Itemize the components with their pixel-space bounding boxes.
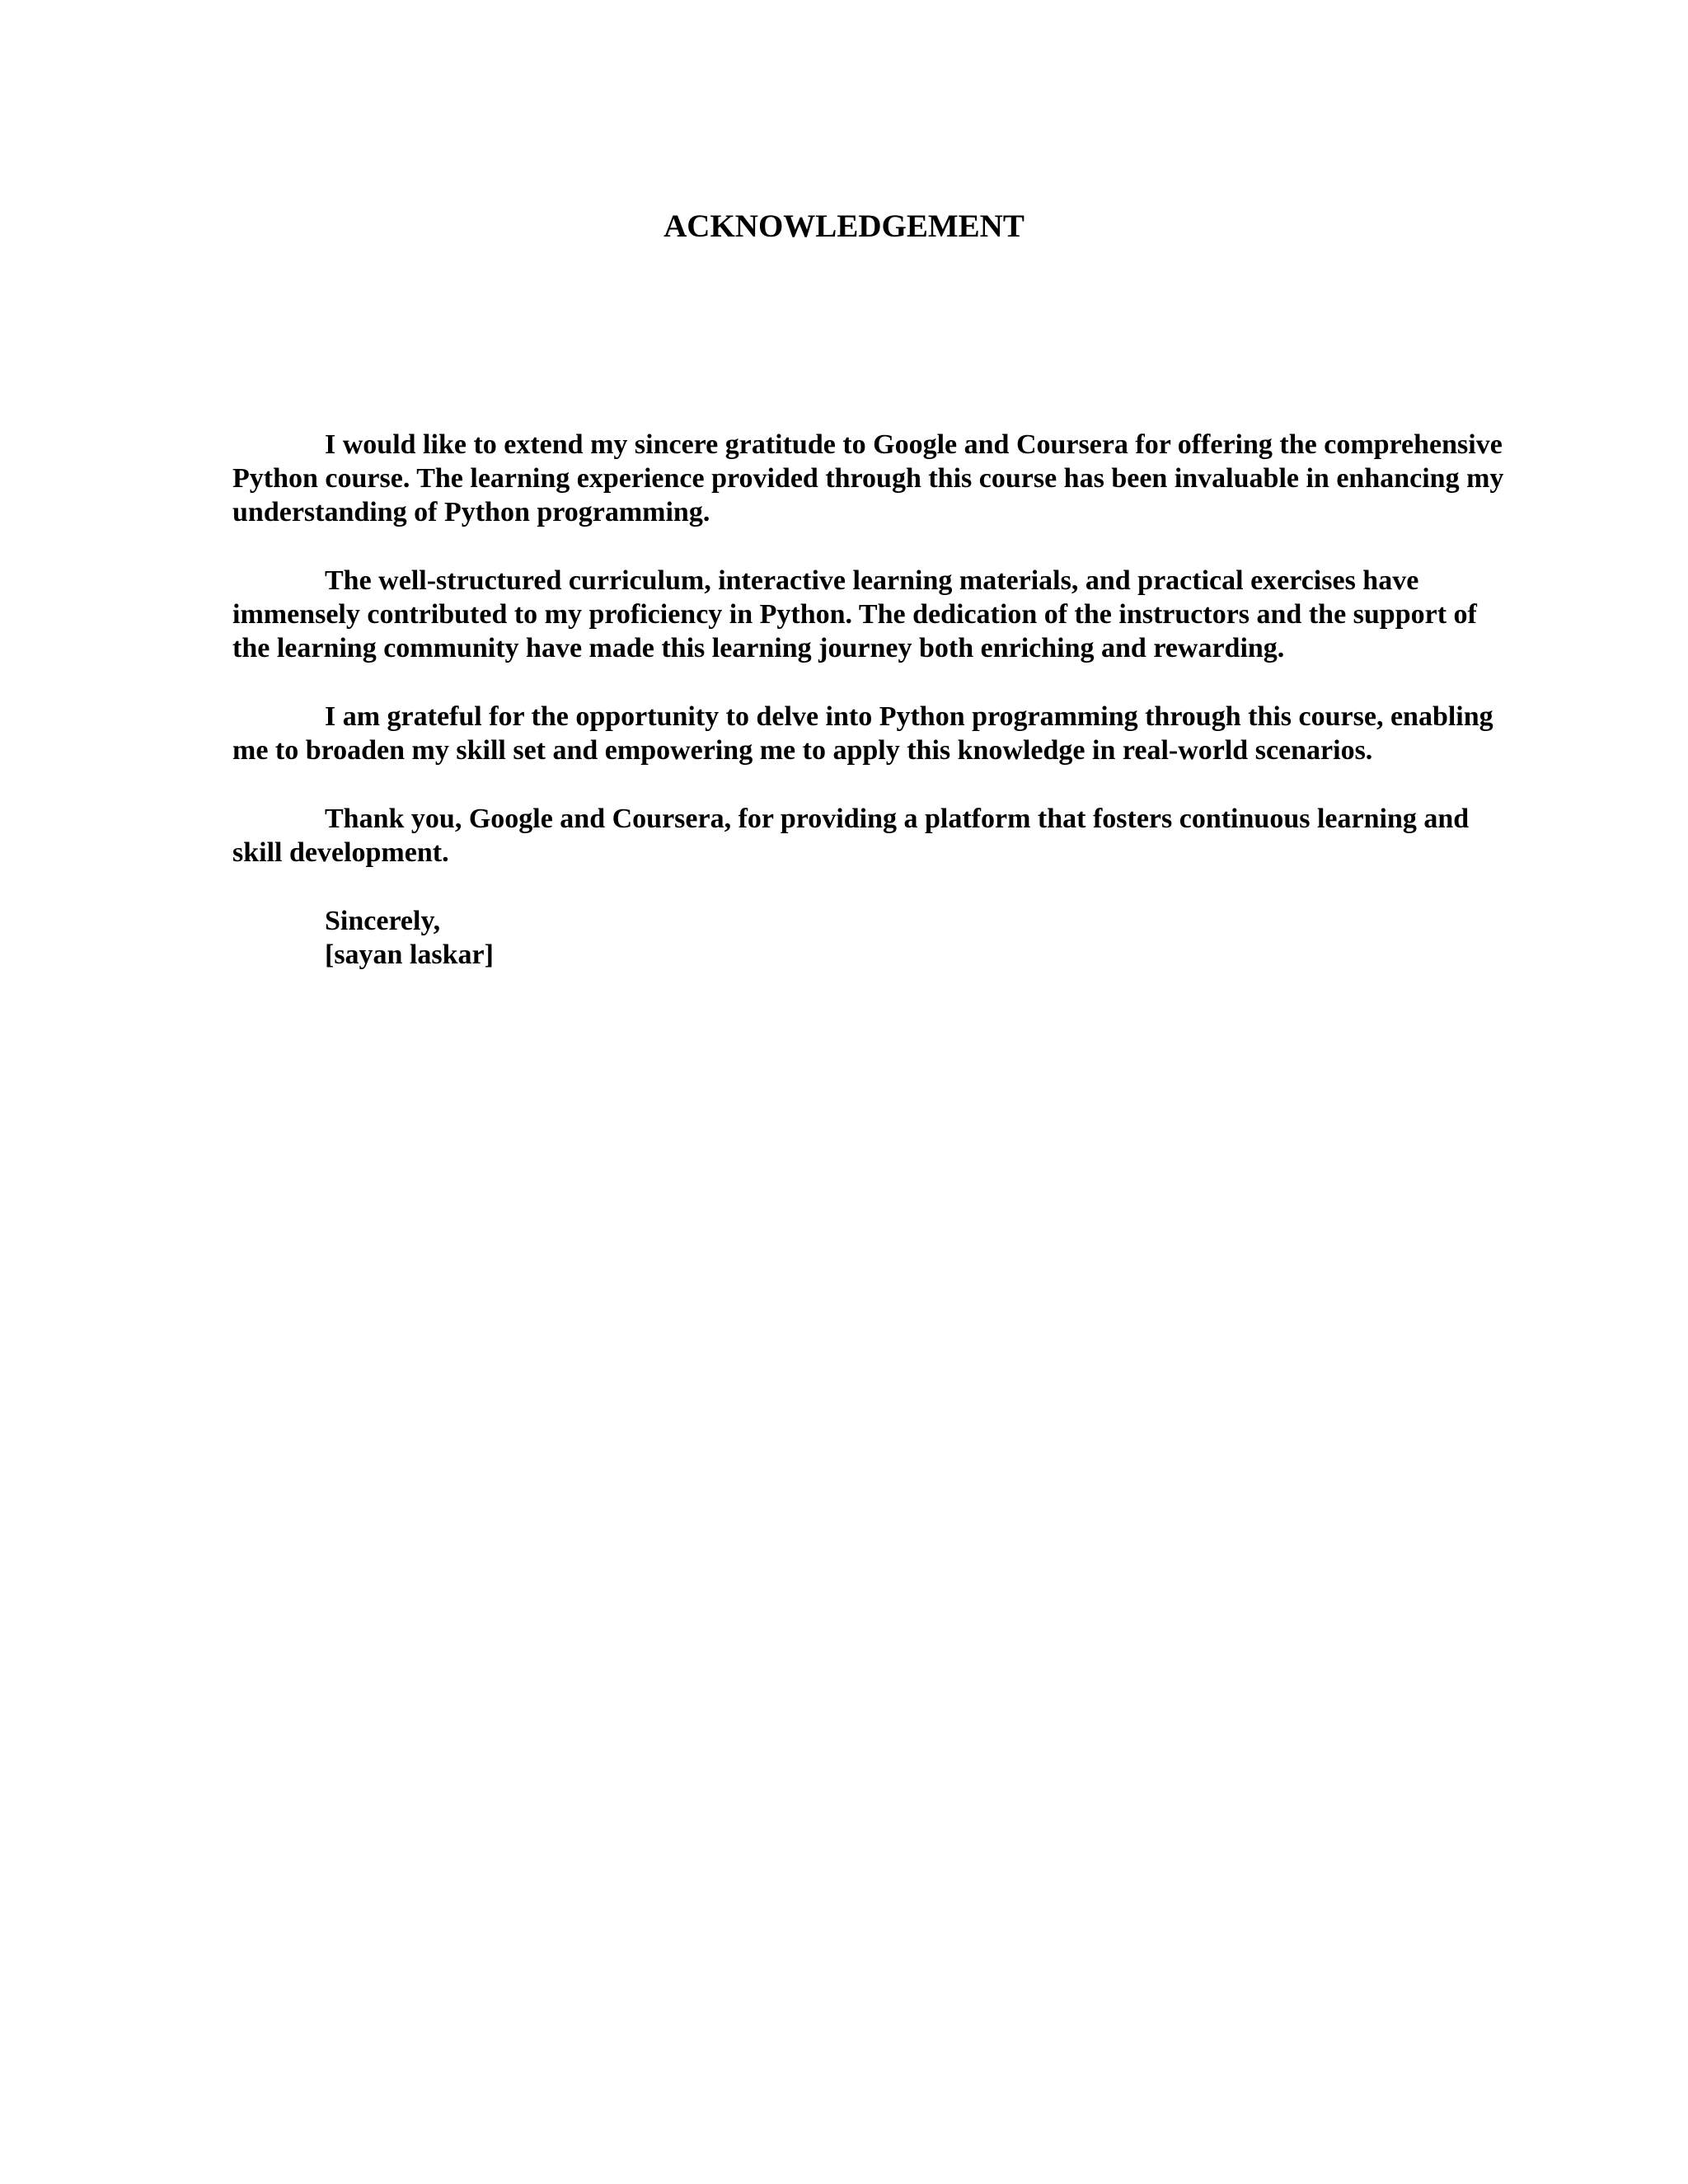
paragraph-3: I am grateful for the opportunity to delve into Python programming through this course, enabling me to broaden my skill set and empowering me to apply this knowledge in real-world scenarios.	[232, 701, 1493, 766]
page-title: ACKNOWLEDGEMENT	[663, 209, 1025, 244]
closing-salutation: Sincerely,	[325, 906, 441, 936]
signature-name: [sayan laskar]	[325, 940, 494, 970]
paragraph-4: Thank you, Google and Coursera, for providing a platform that fosters continuous learning and skill development.	[232, 804, 1470, 868]
paragraph-1: I would like to extend my sincere gratitude to Google and Coursera for offering the comprehensive Python course. The learning experience provided through this course has been invaluable in enhancing my understanding of Python programming.	[232, 429, 1504, 527]
paragraph-2: The well-structured curriculum, interactive learning materials, and practical exercises have immensely contributed to my proficiency in Python. The dedication of the instructors and the support of the learning community have made this learning journey both enriching and rewarding.	[232, 565, 1477, 663]
closing-block	[232, 904, 1518, 972]
acknowledgement-body	[232, 428, 1518, 972]
